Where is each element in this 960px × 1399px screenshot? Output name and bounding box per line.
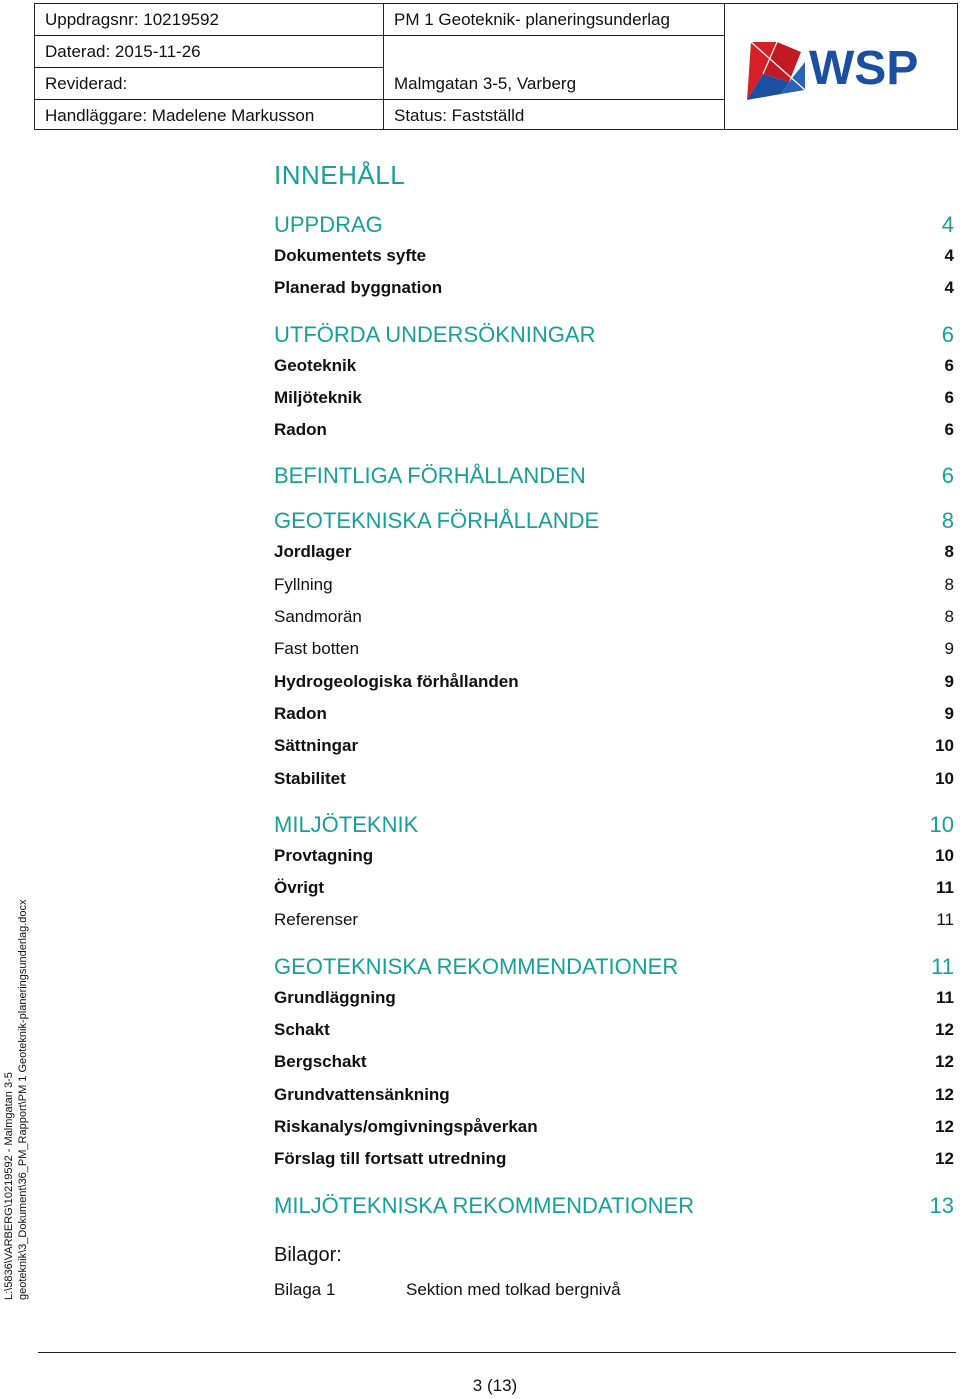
toc-entry-label: Dokumentets syfte — [274, 246, 427, 265]
toc-entry-label: Förslag till fortsatt utredning — [274, 1149, 507, 1169]
toc-section-entry[interactable] — [274, 210, 954, 240]
toc-entry-page: 6 — [944, 387, 954, 407]
toc-subsection-entry[interactable] — [274, 1111, 954, 1143]
toc-subsection-entry[interactable] — [274, 982, 954, 1014]
toc-section-entry[interactable] — [274, 461, 954, 491]
toc-entry-page: 10 — [935, 845, 954, 865]
toc-subsection-entry[interactable] — [274, 1079, 954, 1111]
toc-entry-label: Fast botten — [274, 639, 360, 659]
toc-entry-page: 9 — [944, 703, 954, 723]
date-field: Daterad: 2015-11-26 — [45, 42, 201, 61]
toc-subsection-entry[interactable] — [274, 350, 954, 382]
toc-entry-page: 8 — [944, 607, 954, 627]
toc-subsection-entry[interactable] — [274, 1046, 954, 1078]
toc-subsection-entry[interactable] — [274, 904, 954, 936]
wsp-logo — [725, 4, 958, 129]
toc-entry-label: Övrigt — [274, 878, 325, 898]
toc-entry-page: 6 — [941, 321, 954, 347]
attachment-label: Bilaga 1 — [274, 1280, 336, 1299]
toc-entry-page: 11 — [936, 878, 954, 898]
assignment-number: Uppdragsnr: 10219592 — [45, 10, 219, 29]
toc-entry-label: Referenser — [274, 910, 359, 930]
toc-entry-label: Geoteknik — [274, 355, 357, 375]
toc-subsection-entry[interactable] — [274, 536, 954, 568]
toc-section-entry[interactable] — [274, 506, 954, 536]
toc-entry-page: 9 — [944, 671, 954, 691]
file-path-line: L:\5836\VARBERG\10219592 - Malmgatan 3-5 — [3, 1072, 15, 1300]
toc-entry-page: 9 — [944, 639, 954, 659]
handler-field: Handläggare: Madelene Markusson — [45, 106, 315, 125]
toc-entry-page: 11 — [931, 953, 954, 979]
attachment-description: Sektion med tolkad bergnivå — [406, 1280, 621, 1299]
toc-entry-label: Planerad byggnation — [274, 278, 443, 298]
toc-entry-label: Provtagning — [274, 845, 374, 865]
toc-entry-page: 4 — [944, 278, 954, 298]
toc-section-entry[interactable] — [274, 810, 954, 840]
toc-subsection-entry[interactable] — [274, 730, 954, 762]
toc-entry-label: Sandmorän — [274, 607, 362, 627]
revised-field: Reviderad: — [45, 74, 128, 93]
toc-entry-label: Radon — [274, 703, 327, 723]
toc-entry-label: Jordlager — [274, 542, 352, 562]
toc-subsection-entry[interactable] — [274, 1143, 954, 1175]
toc-entry-label: Fyllning — [274, 574, 333, 594]
toc-subsection-entry[interactable] — [274, 382, 954, 414]
toc-entry-label: Grundläggning — [274, 987, 396, 1007]
toc-entry-label: UTFÖRDA UNDERSÖKNINGAR — [274, 321, 596, 347]
toc-entry-page: 12 — [935, 1052, 954, 1072]
toc-entry-label: Stabilitet — [274, 768, 346, 788]
wsp-logo-graphic — [725, 4, 958, 129]
toc-entry-page: 10 — [935, 768, 954, 788]
status-field: Status: Fastställd — [394, 106, 525, 125]
toc-subsection-entry[interactable] — [274, 840, 954, 872]
footer-divider — [38, 1352, 956, 1353]
toc-entry-label: MILJÖTEKNISKA REKOMMENDATIONER — [274, 1192, 695, 1218]
toc-subsection-entry[interactable] — [274, 633, 954, 665]
toc-subsection-entry[interactable] — [274, 763, 954, 795]
toc-subsection-entry[interactable] — [274, 240, 954, 272]
page-number: 3 (13) — [472, 1376, 518, 1395]
toc-entry-label: Grundvattensänkning — [274, 1084, 450, 1104]
toc-entry-page: 12 — [935, 1116, 954, 1136]
toc-subsection-entry[interactable] — [274, 666, 954, 698]
toc-entry-label: Bergschakt — [274, 1052, 367, 1072]
toc-entry-page: 8 — [944, 574, 954, 594]
toc-entry-page: 6 — [941, 463, 954, 489]
table-of-contents — [274, 207, 954, 1221]
file-path-margin — [2, 899, 30, 1300]
toc-subsection-entry[interactable] — [274, 272, 954, 304]
toc-entry-label: GEOTEKNISKA REKOMMENDATIONER — [274, 953, 679, 979]
toc-section-entry[interactable] — [274, 320, 954, 350]
toc-entry-page: 11 — [936, 910, 954, 930]
toc-subsection-entry[interactable] — [274, 601, 954, 633]
logo-text: WSP — [809, 42, 919, 95]
document-title: PM 1 Geoteknik- planeringsunderlag — [394, 10, 670, 29]
toc-entry-label: Hydrogeologiska förhållanden — [274, 671, 519, 691]
toc-entry-page: 12 — [935, 1084, 954, 1104]
toc-entry-label: Sättningar — [274, 736, 359, 756]
toc-section-entry[interactable] — [274, 952, 954, 982]
toc-entry-label: Schakt — [274, 1020, 330, 1040]
attachment-row — [274, 1280, 621, 1300]
toc-entry-page: 11 — [936, 987, 954, 1007]
toc-entry-label: BEFINTLIGA FÖRHÅLLANDEN — [274, 463, 586, 489]
toc-entry-page: 6 — [944, 355, 954, 375]
toc-entry-page: 12 — [935, 1149, 954, 1169]
toc-entry-page: 4 — [944, 246, 954, 265]
toc-subsection-entry[interactable] — [274, 698, 954, 730]
toc-entry-page: 13 — [929, 1192, 954, 1218]
toc-entry-page: 12 — [935, 1020, 954, 1040]
toc-subsection-entry[interactable] — [274, 1014, 954, 1046]
file-path-line: geoteknik\3_Dokument\36_PM_Rapport\PM 1 Geoteknik-planeringsunderlag.docx — [17, 899, 29, 1300]
toc-entry-page: 10 — [935, 736, 954, 756]
toc-entry-label: UPPDRAG — [274, 212, 383, 237]
toc-subsection-entry[interactable] — [274, 414, 954, 446]
toc-entry-label: Miljöteknik — [274, 387, 362, 407]
toc-entry-page: 8 — [941, 508, 954, 534]
toc-entry-page: 10 — [929, 811, 954, 837]
toc-entry-label: Riskanalys/omgivningspåverkan — [274, 1116, 538, 1136]
document-header-table — [34, 3, 958, 130]
toc-entry-label: GEOTEKNISKA FÖRHÅLLANDE — [274, 508, 600, 534]
toc-entry-label: MILJÖTEKNIK — [274, 811, 419, 837]
toc-subsection-entry[interactable] — [274, 872, 954, 904]
toc-entry-page: 4 — [941, 212, 954, 237]
toc-entry-label: Radon — [274, 420, 327, 440]
toc-entry-page: 6 — [944, 420, 954, 440]
address-field: Malmgatan 3-5, Varberg — [394, 74, 577, 93]
toc-section-entry[interactable] — [274, 1191, 954, 1221]
toc-entry-page: 8 — [944, 542, 954, 562]
toc-title: INNEHÅLL — [274, 160, 406, 190]
toc-subsection-entry[interactable] — [274, 569, 954, 601]
attachments-title: Bilagor: — [274, 1244, 342, 1266]
